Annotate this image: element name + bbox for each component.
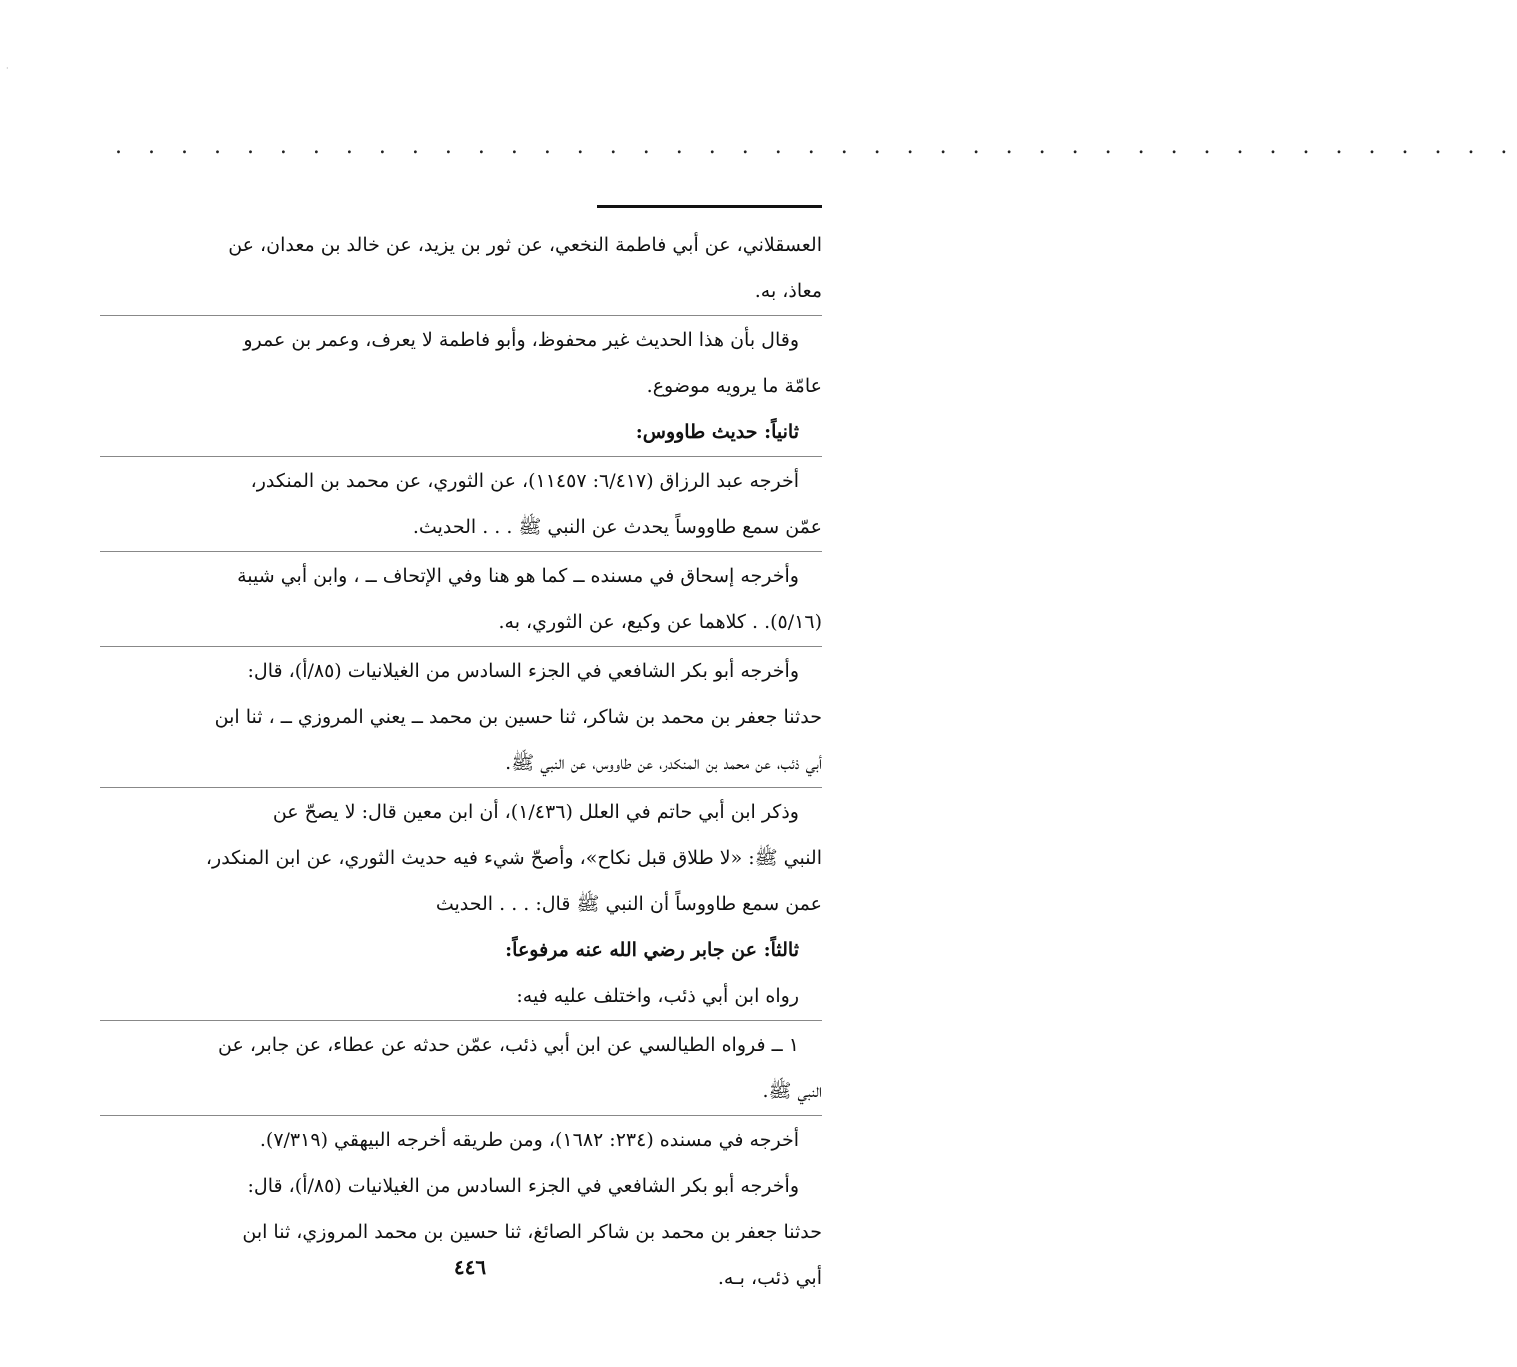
page-number: ٤٤٦ [453,1255,487,1279]
text-line: حدثنا جعفر بن محمد بن شاكر الصائغ، ثنا حسين بن محمد المروزي، ثنا ابن [242,1221,822,1243]
text-line: أبي ذئب، بـه. [717,1267,822,1289]
paragraph-separator [100,646,822,647]
paragraph-separator [100,1020,822,1021]
text-line: النبي ﷺ. [762,1080,822,1102]
paragraph-separator [100,787,822,788]
text-line: عمّن سمع طاووساً يحدث عن النبي ﷺ . . . الحديث. [412,516,822,538]
text-line: وقال بأن هذا الحديث غير محفوظ، وأبو فاطمة لا يعرف، وعمر بن عمرو [243,329,799,351]
text-line: أخرجه في مسنده (٢٣٤: ١٦٨٢)، ومن طريقه أخرجه البيهقي (٧/٣١٩). [259,1129,799,1151]
text-line: النبي ﷺ: «لا طلاق قبل نكاح»، وأصحّ شيء فيه حديث الثوري، عن ابن المنكدر، [205,847,822,869]
text-line: ١ ــ فرواه الطيالسي عن ابن أبي ذئب، عمّن حدثه عن عطاء، عن جابر، عن [218,1034,799,1056]
text-line: حدثنا جعفر بن محمد بن شاكر، ثنا حسين بن محمد ــ يعني المروزي ــ ، ثنا ابن [214,706,822,728]
text-line: العسقلاني، عن أبي فاطمة النخعي، عن ثور بن يزيد، عن خالد بن معدان، عن [228,234,822,256]
text-line: أخرجه عبد الرزاق (٦/٤١٧: ١١٤٥٧)، عن الثوري، عن محمد بن المنكدر، [250,470,799,492]
text-line: وأخرجه إسحاق في مسنده ــ كما هو هنا وفي الإتحاف ــ ، وابن أبي شيبة [237,565,799,587]
text-line: وأخرجه أبو بكر الشافعي في الجزء السادس من الغيلانيات (٨٥/أ)، قال: [247,1175,799,1197]
margin-mark: · [6,64,9,73]
text-line: عمن سمع طاووساً أن النبي ﷺ قال: . . . الحديث [435,893,822,915]
paragraph-separator [100,1115,822,1116]
paragraph-separator [100,551,822,552]
paragraph-separator [100,315,822,316]
footnote-rule [597,205,822,208]
dotted-separator: . . . . . . . . . . . . . . . . . . . . . . . . . . . . . . . . . . . . . . . . . . . [115,134,1517,159]
text-line: رواه ابن أبي ذئب، واختلف عليه فيه: [516,985,799,1007]
section-heading: ثالثاً: عن جابر رضي الله عنه مرفوعاً: [505,939,799,961]
text-line: أبي ذئب، عن محمد بن المنكدر، عن طاووس، عن النبي ﷺ. [505,752,822,774]
section-heading: ثانياً: حديث طاووس: [635,421,799,443]
text-line: (٥/١٦). . كلاهما عن وكيع، عن الثوري، به. [498,611,822,633]
paragraph-separator [100,456,822,457]
text-line: عامّة ما يرويه موضوع. [646,375,822,397]
text-line: معاذ، به. [754,280,822,302]
text-line: وأخرجه أبو بكر الشافعي في الجزء السادس من الغيلانيات (٨٥/أ)، قال: [247,660,799,682]
footnote-body [100,222,822,1301]
text-line: وذكر ابن أبي حاتم في العلل (١/٤٣٦)، أن ابن معين قال: لا يصحّ عن [272,801,799,823]
